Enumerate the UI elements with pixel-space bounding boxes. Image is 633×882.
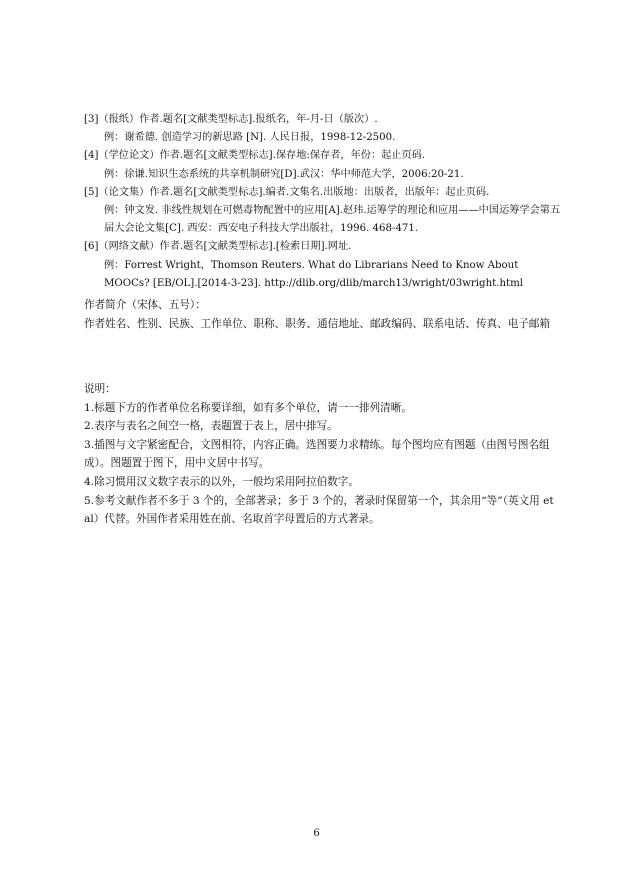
- notes-section: [84, 380, 570, 529]
- proceedings-example: 例：钟文发. 非线性规划在可燃毒物配置中的应用[A].赵玮.运筹学的理论和应用——中国运筹学会第五届大会论文集[C]. 西安：西安电子科技大学出版社，1996. 468-471.: [104, 205, 561, 235]
- notes-heading: 说明：: [84, 383, 116, 395]
- thesis-format: [4]（学位论文）作者.题名[文献类型标志].保存地:保存者，年份：起止页码.: [84, 150, 426, 162]
- author-intro-fields: 作者姓名、性别、民族、工作单位、职称、职务、通信地址、邮政编码、联系电话、传真、电子邮箱: [84, 317, 551, 330]
- author-intro-heading: 作者简介（宋体、五号）：: [84, 299, 206, 311]
- online-format: [6]（网络文献）作者.题名[文献类型标志].[检索日期].网址.: [84, 241, 352, 253]
- note-item-2: 2.表序与表名之间空一格，表题置于表上，居中排写。: [84, 420, 338, 433]
- proceedings-format: [5]（论文集）作者.题名[文献类型标志].编者.文集名.出版地：出版者，出版年：起止页码.: [84, 186, 490, 198]
- note-item-4: 4.除习惯用汉文数字表示的以外，一般均采用阿拉伯数字。: [84, 475, 359, 488]
- reference-format-list: [84, 111, 564, 293]
- note-item-5: 5.参考文献作者不多于 3 个的，全部著录；多于 3 个的，著录时保留第一个，其余用“等”（英文用 et al）代替。外国作者采用姓在前、名取首字母置后的方式著录。: [84, 494, 554, 526]
- author-intro-section: [84, 296, 564, 333]
- newspaper-format: [3]（报纸）作者.题名[文献类型标志].报纸名，年-月-日（版次）.: [84, 114, 378, 125]
- online-example: 例：Forrest Wright，Thomson Reuters. What do Librarians Need to Know About MOOCs? [EB/OL].[2014-3-23]. http://dlib.org/dlib/march13/wright/03wright.html: [104, 259, 524, 289]
- thesis-example: 例：徐谦.知识生态系统的共享机制研究[D].武汉：华中师范大学，2006:20-21.: [104, 168, 464, 180]
- newspaper-example: 例：谢希德. 创造学习的新思路 [N]. 人民日报，1998-12-2500.: [104, 132, 396, 144]
- note-item-1: 1.标题下方的作者单位名称要详细，如有多个单位，请一一排列清晰。: [84, 401, 412, 414]
- page-number: 6: [313, 828, 320, 839]
- note-item-3: 3.插图与文字紧密配合，文图相符，内容正确。选图要力求精练。每个图均应有图题（由图号图名组成）。图题置于图下，用中文居中书写。: [84, 438, 550, 470]
